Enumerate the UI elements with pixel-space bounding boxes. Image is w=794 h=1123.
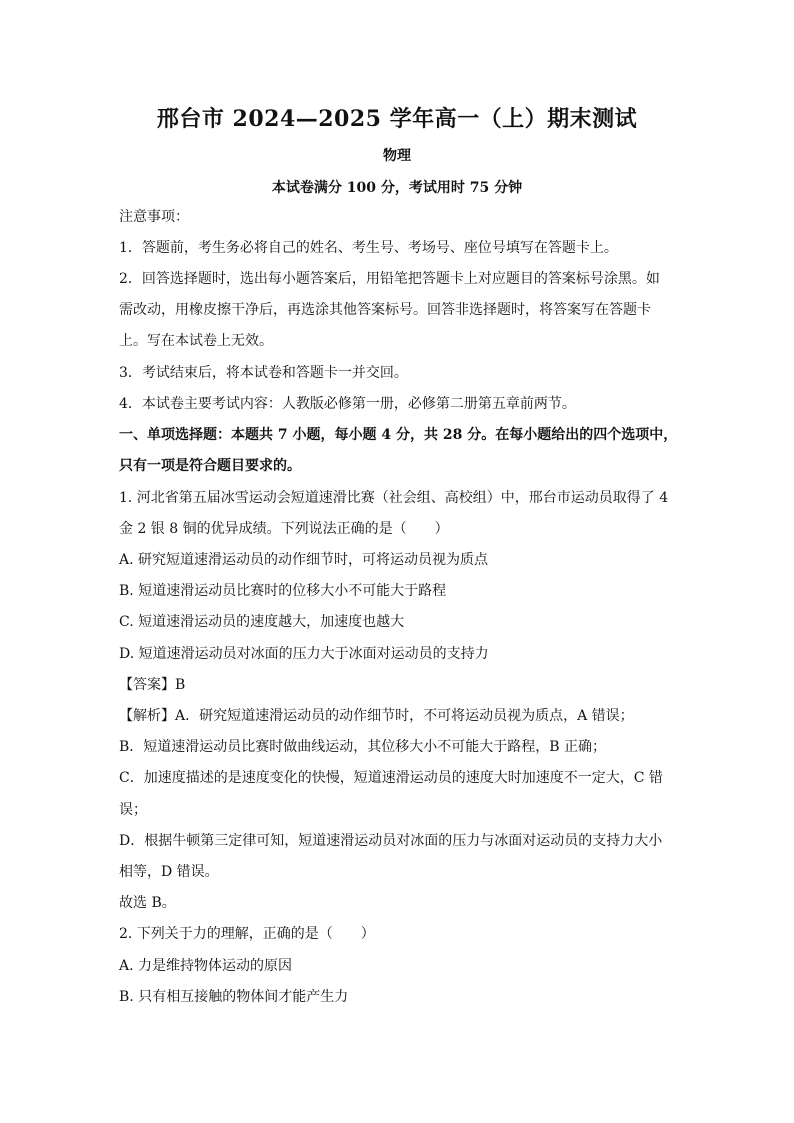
q1-stem-line1: 1. 河北省第五届冰雪运动会短道速滑比赛（社会组、高校组）中，邢台市运动员取得了 4: [119, 490, 669, 506]
q1-answer: 【答案】B: [119, 677, 186, 693]
analysis-label: 【解析】: [119, 708, 175, 724]
section-heading-line1: 一、单项选择题：本题共 7 小题，每小题 4 分，共 28 分。在每小题给出的四个选项中，: [119, 427, 678, 443]
q1-analysis-b: B．短道速滑运动员比赛时做曲线运动，其位移大小不可能大于路程，B 正确；: [119, 739, 607, 755]
q2-option-b: B. 只有相互接触的物体间才能产生力: [119, 989, 349, 1005]
section-heading-line2: 只有一项是符合题目要求的。: [119, 458, 301, 474]
note-item-2-line1: 2．回答选择题时，选出每小题答案后，用铅笔把答题卡上对应题目的答案标号涂黑。如: [119, 271, 660, 287]
page-title: 邢台市 2024—2025 学年高一（上）期末测试: [156, 106, 638, 132]
analysis-a-text: A．研究短道速滑运动员的动作细节时，不可将运动员视为质点，A 错误；: [175, 708, 634, 724]
q1-stem-line2: 金 2 银 8 铜的优异成绩。下列说法正确的是（ ）: [119, 521, 449, 537]
q1-analysis-c-line2: 误；: [119, 802, 147, 818]
subject-label: 物理: [383, 148, 411, 164]
q1-option-a: A. 研究短道速滑运动员的动作细节时，可将运动员视为质点: [119, 552, 489, 568]
notes-heading: 注意事项：: [119, 209, 189, 225]
q2-option-a: A. 力是维持物体运动的原因: [119, 958, 293, 974]
note-item-3: 3．考试结束后，将本试卷和答题卡一并交回。: [119, 365, 408, 381]
q1-option-c: C. 短道速滑运动员的速度越大，加速度也越大: [119, 614, 405, 630]
q1-conclusion: 故选 B。: [119, 895, 176, 911]
note-item-2-line3: 上。写在本试卷上无效。: [119, 333, 273, 349]
note-item-2-line2: 需改动，用橡皮擦干净后，再选涂其他答案标号。回答非选择题时，将答案写在答题卡: [119, 302, 651, 318]
q1-option-d: D. 短道速滑运动员对冰面的压力大于冰面对运动员的支持力: [119, 646, 489, 662]
q1-analysis-d-line1: D．根据牛顿第三定律可知，短道速滑运动员对冰面的压力与冰面对运动员的支持力大小: [119, 833, 663, 849]
note-item-4: 4．本试卷主要考试内容：人教版必修第一册，必修第二册第五章前两节。: [119, 396, 576, 412]
q2-stem: 2. 下列关于力的理解，正确的是（ ）: [119, 926, 375, 942]
q1-analysis-d-line2: 相等，D 错误。: [119, 864, 219, 880]
q1-analysis-c-line1: C．加速度描述的是速度变化的快慢，短道速滑运动员的速度大时加速度不一定大，C 错: [119, 770, 663, 786]
q1-option-b: B. 短道速滑运动员比赛时的位移大小不可能大于路程: [119, 583, 447, 599]
exam-info: 本试卷满分 100 分，考试用时 75 分钟: [271, 180, 523, 196]
note-item-1: 1．答题前，考生务必将自己的姓名、考生号、考场号、座位号填写在答题卡上。: [119, 240, 618, 256]
q1-analysis-a: [119, 706, 679, 726]
